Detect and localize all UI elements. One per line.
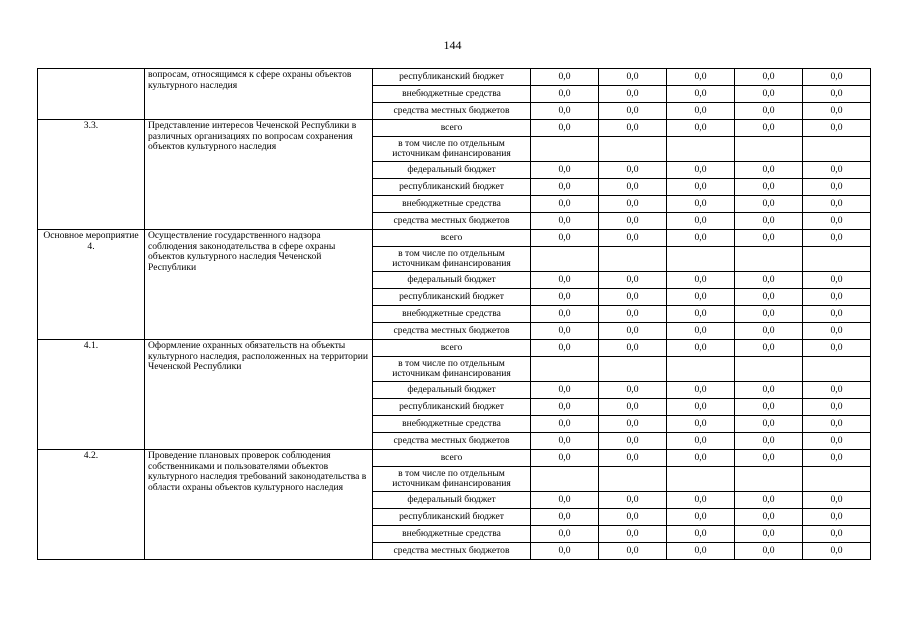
amount-cell: 0,0 [667, 323, 735, 340]
amount-cell: 0,0 [531, 323, 599, 340]
amount-cell: 0,0 [803, 382, 871, 399]
amount-cell: 0,0 [531, 289, 599, 306]
funding-source-cell: в том числе по отдельным источникам финансирования [373, 247, 531, 272]
amount-cell: 0,0 [735, 323, 803, 340]
amount-cell: 0,0 [599, 162, 667, 179]
amount-cell: 0,0 [531, 103, 599, 120]
amount-cell: 0,0 [735, 230, 803, 247]
funding-source-cell: республиканский бюджет [373, 509, 531, 526]
amount-cell: 0,0 [803, 509, 871, 526]
table-row [38, 69, 871, 86]
amount-cell: 0,0 [599, 340, 667, 357]
amount-cell: 0,0 [599, 120, 667, 137]
amount-cell: 0,0 [531, 272, 599, 289]
amount-cell: 0,0 [531, 382, 599, 399]
activity-description-cell: вопросам, относящимся к сфере охраны объектов культурного наследия [145, 69, 373, 120]
amount-cell [599, 357, 667, 382]
amount-cell: 0,0 [531, 162, 599, 179]
amount-cell: 0,0 [667, 526, 735, 543]
amount-cell: 0,0 [667, 382, 735, 399]
amount-cell: 0,0 [803, 120, 871, 137]
table-row [38, 450, 871, 467]
funding-source-cell: республиканский бюджет [373, 179, 531, 196]
funding-source-cell: федеральный бюджет [373, 162, 531, 179]
amount-cell [599, 247, 667, 272]
amount-cell: 0,0 [667, 213, 735, 230]
amount-cell: 0,0 [667, 492, 735, 509]
amount-cell [803, 247, 871, 272]
amount-cell: 0,0 [599, 289, 667, 306]
amount-cell: 0,0 [735, 399, 803, 416]
amount-cell: 0,0 [803, 306, 871, 323]
amount-cell: 0,0 [599, 526, 667, 543]
funding-source-cell: внебюджетные средства [373, 196, 531, 213]
amount-cell [531, 247, 599, 272]
amount-cell: 0,0 [599, 213, 667, 230]
amount-cell: 0,0 [735, 433, 803, 450]
activity-code-cell: 3.3. [38, 120, 145, 230]
amount-cell: 0,0 [735, 289, 803, 306]
amount-cell: 0,0 [667, 450, 735, 467]
funding-source-cell: внебюджетные средства [373, 86, 531, 103]
table-row [38, 120, 871, 137]
funding-source-cell: внебюджетные средства [373, 526, 531, 543]
amount-cell: 0,0 [599, 306, 667, 323]
amount-cell: 0,0 [531, 196, 599, 213]
funding-source-cell: всего [373, 230, 531, 247]
amount-cell: 0,0 [599, 509, 667, 526]
amount-cell: 0,0 [803, 196, 871, 213]
amount-cell: 0,0 [803, 230, 871, 247]
amount-cell: 0,0 [599, 230, 667, 247]
amount-cell: 0,0 [599, 416, 667, 433]
amount-cell: 0,0 [803, 492, 871, 509]
amount-cell: 0,0 [803, 179, 871, 196]
amount-cell [735, 357, 803, 382]
amount-cell: 0,0 [667, 86, 735, 103]
amount-cell: 0,0 [599, 323, 667, 340]
amount-cell: 0,0 [667, 416, 735, 433]
amount-cell: 0,0 [667, 69, 735, 86]
amount-cell [803, 467, 871, 492]
amount-cell: 0,0 [599, 492, 667, 509]
funding-source-cell: внебюджетные средства [373, 306, 531, 323]
amount-cell: 0,0 [531, 450, 599, 467]
amount-cell: 0,0 [735, 340, 803, 357]
amount-cell: 0,0 [803, 416, 871, 433]
amount-cell: 0,0 [667, 230, 735, 247]
funding-source-cell: в том числе по отдельным источникам финансирования [373, 137, 531, 162]
amount-cell: 0,0 [735, 416, 803, 433]
amount-cell: 0,0 [803, 213, 871, 230]
amount-cell: 0,0 [735, 272, 803, 289]
funding-source-cell: в том числе по отдельным источникам финансирования [373, 467, 531, 492]
amount-cell: 0,0 [667, 433, 735, 450]
amount-cell: 0,0 [531, 179, 599, 196]
amount-cell: 0,0 [599, 399, 667, 416]
funding-source-cell: республиканский бюджет [373, 289, 531, 306]
amount-cell: 0,0 [803, 543, 871, 560]
amount-cell: 0,0 [803, 69, 871, 86]
amount-cell: 0,0 [667, 340, 735, 357]
amount-cell: 0,0 [735, 213, 803, 230]
amount-cell: 0,0 [735, 306, 803, 323]
funding-source-cell: внебюджетные средства [373, 416, 531, 433]
amount-cell: 0,0 [735, 120, 803, 137]
funding-source-cell: средства местных бюджетов [373, 543, 531, 560]
amount-cell: 0,0 [599, 450, 667, 467]
amount-cell: 0,0 [599, 382, 667, 399]
amount-cell [531, 357, 599, 382]
amount-cell: 0,0 [531, 399, 599, 416]
amount-cell: 0,0 [531, 69, 599, 86]
amount-cell: 0,0 [735, 509, 803, 526]
activity-code-cell: 4.1. [38, 340, 145, 450]
table-row [38, 340, 871, 357]
amount-cell: 0,0 [735, 86, 803, 103]
amount-cell: 0,0 [803, 323, 871, 340]
amount-cell: 0,0 [531, 509, 599, 526]
amount-cell: 0,0 [531, 306, 599, 323]
amount-cell: 0,0 [599, 86, 667, 103]
amount-cell [803, 357, 871, 382]
funding-source-cell: средства местных бюджетов [373, 433, 531, 450]
amount-cell: 0,0 [803, 162, 871, 179]
amount-cell: 0,0 [531, 543, 599, 560]
amount-cell: 0,0 [803, 340, 871, 357]
funding-source-cell: средства местных бюджетов [373, 323, 531, 340]
amount-cell: 0,0 [667, 509, 735, 526]
amount-cell: 0,0 [803, 272, 871, 289]
amount-cell: 0,0 [531, 86, 599, 103]
funding-source-cell: в том числе по отдельным источникам финансирования [373, 357, 531, 382]
amount-cell: 0,0 [531, 526, 599, 543]
funding-source-cell: республиканский бюджет [373, 69, 531, 86]
amount-cell: 0,0 [667, 162, 735, 179]
amount-cell [667, 467, 735, 492]
amount-cell: 0,0 [735, 69, 803, 86]
amount-cell [599, 467, 667, 492]
activity-description-cell: Проведение плановых проверок соблюдения собственниками и пользователями объектов культурного наследия требований законодательства в области охраны объектов культурного наследия [145, 450, 373, 560]
amount-cell: 0,0 [531, 120, 599, 137]
amount-cell: 0,0 [531, 340, 599, 357]
amount-cell: 0,0 [735, 179, 803, 196]
amount-cell: 0,0 [599, 103, 667, 120]
amount-cell: 0,0 [735, 450, 803, 467]
amount-cell: 0,0 [667, 289, 735, 306]
amount-cell: 0,0 [735, 103, 803, 120]
amount-cell: 0,0 [735, 543, 803, 560]
amount-cell: 0,0 [803, 526, 871, 543]
funding-table [37, 68, 871, 560]
activity-description-cell: Осуществление государственного надзора соблюдения законодательства в сфере охраны объектов культурного наследия Чеченской Республики [145, 230, 373, 340]
funding-source-cell: средства местных бюджетов [373, 213, 531, 230]
amount-cell: 0,0 [531, 230, 599, 247]
amount-cell: 0,0 [735, 162, 803, 179]
amount-cell: 0,0 [803, 433, 871, 450]
table-body [38, 69, 871, 560]
amount-cell: 0,0 [531, 416, 599, 433]
amount-cell: 0,0 [667, 306, 735, 323]
amount-cell: 0,0 [667, 103, 735, 120]
amount-cell: 0,0 [667, 179, 735, 196]
amount-cell: 0,0 [735, 382, 803, 399]
amount-cell: 0,0 [667, 196, 735, 213]
amount-cell [735, 137, 803, 162]
amount-cell: 0,0 [735, 492, 803, 509]
page-number: 144 [443, 38, 462, 52]
amount-cell: 0,0 [735, 526, 803, 543]
activity-code-cell [38, 69, 145, 120]
amount-cell: 0,0 [599, 69, 667, 86]
amount-cell [531, 137, 599, 162]
amount-cell [667, 137, 735, 162]
amount-cell: 0,0 [531, 433, 599, 450]
funding-source-cell: федеральный бюджет [373, 382, 531, 399]
amount-cell: 0,0 [667, 272, 735, 289]
amount-cell: 0,0 [667, 120, 735, 137]
amount-cell: 0,0 [599, 433, 667, 450]
funding-source-cell: федеральный бюджет [373, 492, 531, 509]
amount-cell: 0,0 [599, 179, 667, 196]
amount-cell: 0,0 [599, 196, 667, 213]
amount-cell: 0,0 [599, 543, 667, 560]
funding-source-cell: средства местных бюджетов [373, 103, 531, 120]
table-row [38, 230, 871, 247]
activity-description-cell: Представление интересов Чеченской Республики в различных организациях по вопросам сохранения объектов культурного наследия [145, 120, 373, 230]
activity-code-cell: Основное мероприятие 4. [38, 230, 145, 340]
amount-cell [531, 467, 599, 492]
amount-cell: 0,0 [667, 399, 735, 416]
amount-cell: 0,0 [803, 103, 871, 120]
funding-source-cell: всего [373, 120, 531, 137]
funding-source-cell: федеральный бюджет [373, 272, 531, 289]
amount-cell [735, 467, 803, 492]
amount-cell: 0,0 [531, 213, 599, 230]
funding-source-cell: республиканский бюджет [373, 399, 531, 416]
amount-cell: 0,0 [803, 289, 871, 306]
funding-source-cell: всего [373, 340, 531, 357]
amount-cell: 0,0 [803, 86, 871, 103]
amount-cell: 0,0 [803, 450, 871, 467]
amount-cell [803, 137, 871, 162]
amount-cell: 0,0 [667, 543, 735, 560]
amount-cell [599, 137, 667, 162]
activity-description-cell: Оформление охранных обязательств на объекты культурного наследия, расположенных на территории Чеченской Республики [145, 340, 373, 450]
amount-cell: 0,0 [599, 272, 667, 289]
amount-cell: 0,0 [531, 492, 599, 509]
amount-cell [667, 247, 735, 272]
amount-cell: 0,0 [735, 196, 803, 213]
amount-cell: 0,0 [803, 399, 871, 416]
amount-cell [735, 247, 803, 272]
amount-cell [667, 357, 735, 382]
funding-source-cell: всего [373, 450, 531, 467]
activity-code-cell: 4.2. [38, 450, 145, 560]
